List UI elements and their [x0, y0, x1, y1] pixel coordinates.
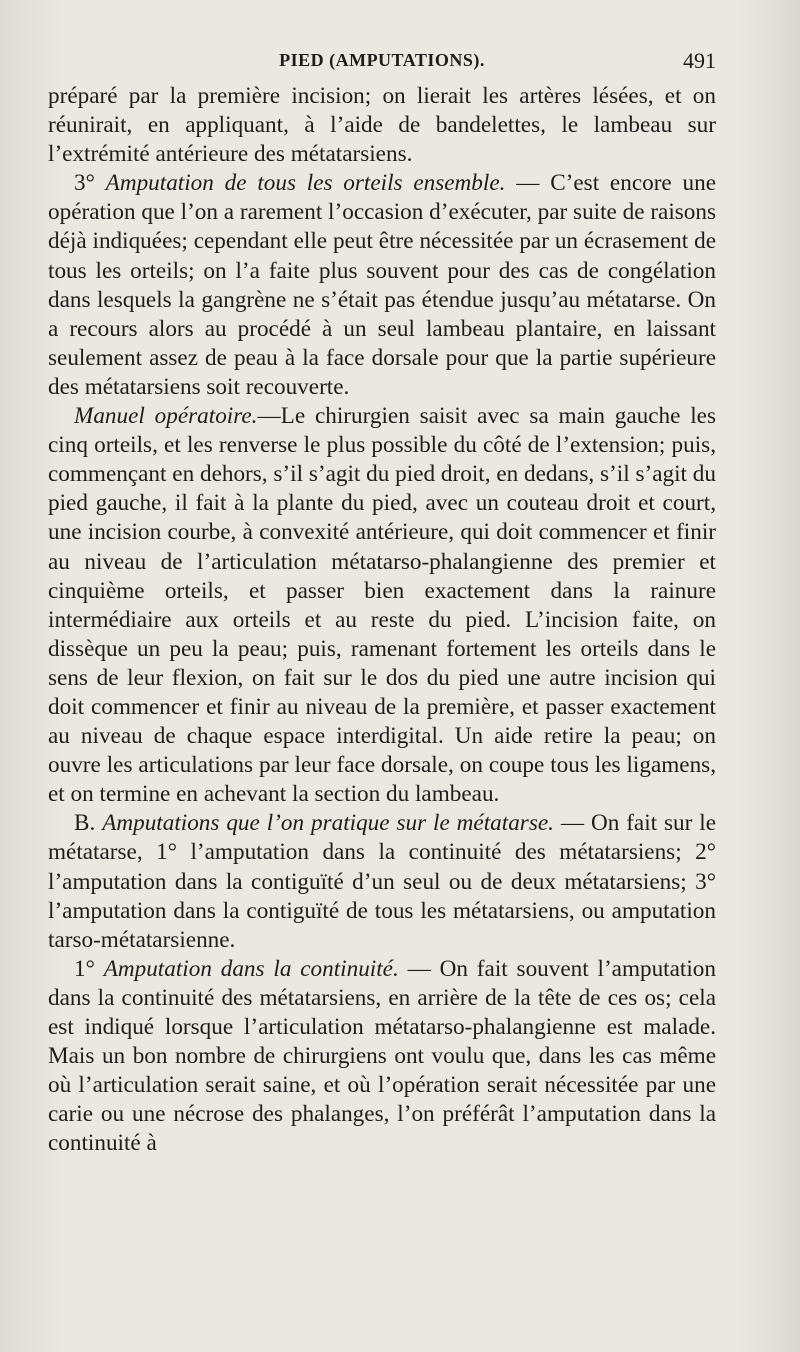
paragraph: [48, 809, 716, 954]
running-title: PIED (AMPUTATIONS).: [279, 50, 485, 70]
paragraph-italic-heading: Manuel opératoire.: [74, 403, 258, 430]
paragraph-text: préparé par la première incision; on lierait les artères lésées, et on réunirait, en appliquant, à l’aide de bandelettes, le lambeau sur l’extrémité antérieure des métatarsiens.: [48, 83, 716, 168]
paragraph-italic-heading: Amputation de tous les orteils ensemble.: [105, 170, 506, 197]
paragraph: [48, 169, 716, 402]
paragraph: [48, 402, 716, 809]
running-head: [48, 42, 716, 78]
paragraph-text: — On fait souvent l’amputation dans la continuité des métatarsiens, en arrière de la tête de ces os; cela est indiqué lorsque l’articulation métatarso-phalangienne est malade. Mais un bon nombre de chirurgiens ont voulu que, dans les cas même où l’articulation serait saine, et où l’opération serait nécessitée par une carie ou une nécrose des phalanges, l’on préférât l’amputation dans la continuité à: [48, 955, 716, 1157]
paragraph-prefix: B.: [74, 810, 103, 837]
paragraph-text: — On fait sur le métatarse, 1° l’amputation dans la continuité des métatarsiens; 2° l’amputation dans la contiguïté d’un seul ou de deux métatarsiens; 3° l’amputation dans la contiguïté de tous les métatarsiens, ou amputation tarso-métatarsienne.: [48, 810, 717, 953]
body-text: [48, 82, 716, 1158]
page-number: 491: [683, 48, 716, 73]
paragraph: [48, 955, 716, 1159]
paragraph-text: — C’est encore une opération que l’on a rarement l’occasion d’exécuter, par suite de raisons déjà indiquées; cependant elle peut être nécessitée par un écrasement de tous les orteils; on l’a faite plus souvent pour des cas de congélation dans lesquels la gangrène ne s’était pas étendue jusqu’au métatarse. On a recours alors au procédé à un seul lambeau plantaire, en laissant seulement assez de peau à la face dorsale pour que la partie supérieure des métatarsiens soit recouverte.: [48, 170, 717, 400]
paragraph-prefix: 3°: [74, 170, 106, 197]
paragraph-text: —Le chirurgien saisit avec sa main gauche les cinq orteils, et les renverse le plus possible du côté de l’extension; puis, commençant en dehors, s’il s’agit du pied droit, en dedans, s’il s’agit du pied gauche, il fait à la plante du pied, avec un couteau droit et court, une incision courbe, à convexité antérieure, qui doit commencer et finir au niveau de l’articulation métatarso-phalangienne des premier et cinquième orteils, et passer bien exactement dans la rainure intermédiaire aux orteils et au reste du pied. L’incision faite, on dissèque un peu la peau; puis, ramenant fortement les orteils dans le sens de leur flexion, on fait sur le dos du pied une autre incision qui doit commencer et finir au niveau de la première, et passer exactement au niveau de chaque espace interdigital. Un aide retire la peau; on ouvre les articulations par leur face dorsale, on coupe tous les ligamens, et on termine en achevant la section du lambeau.: [48, 403, 716, 808]
paragraph-italic-heading: Amputation dans la continuité.: [103, 955, 399, 982]
paragraph-italic-heading: Amputations que l’on pratique sur le métatarse.: [102, 810, 554, 837]
paragraph-prefix: 1°: [74, 955, 104, 982]
paragraph: [48, 82, 716, 169]
